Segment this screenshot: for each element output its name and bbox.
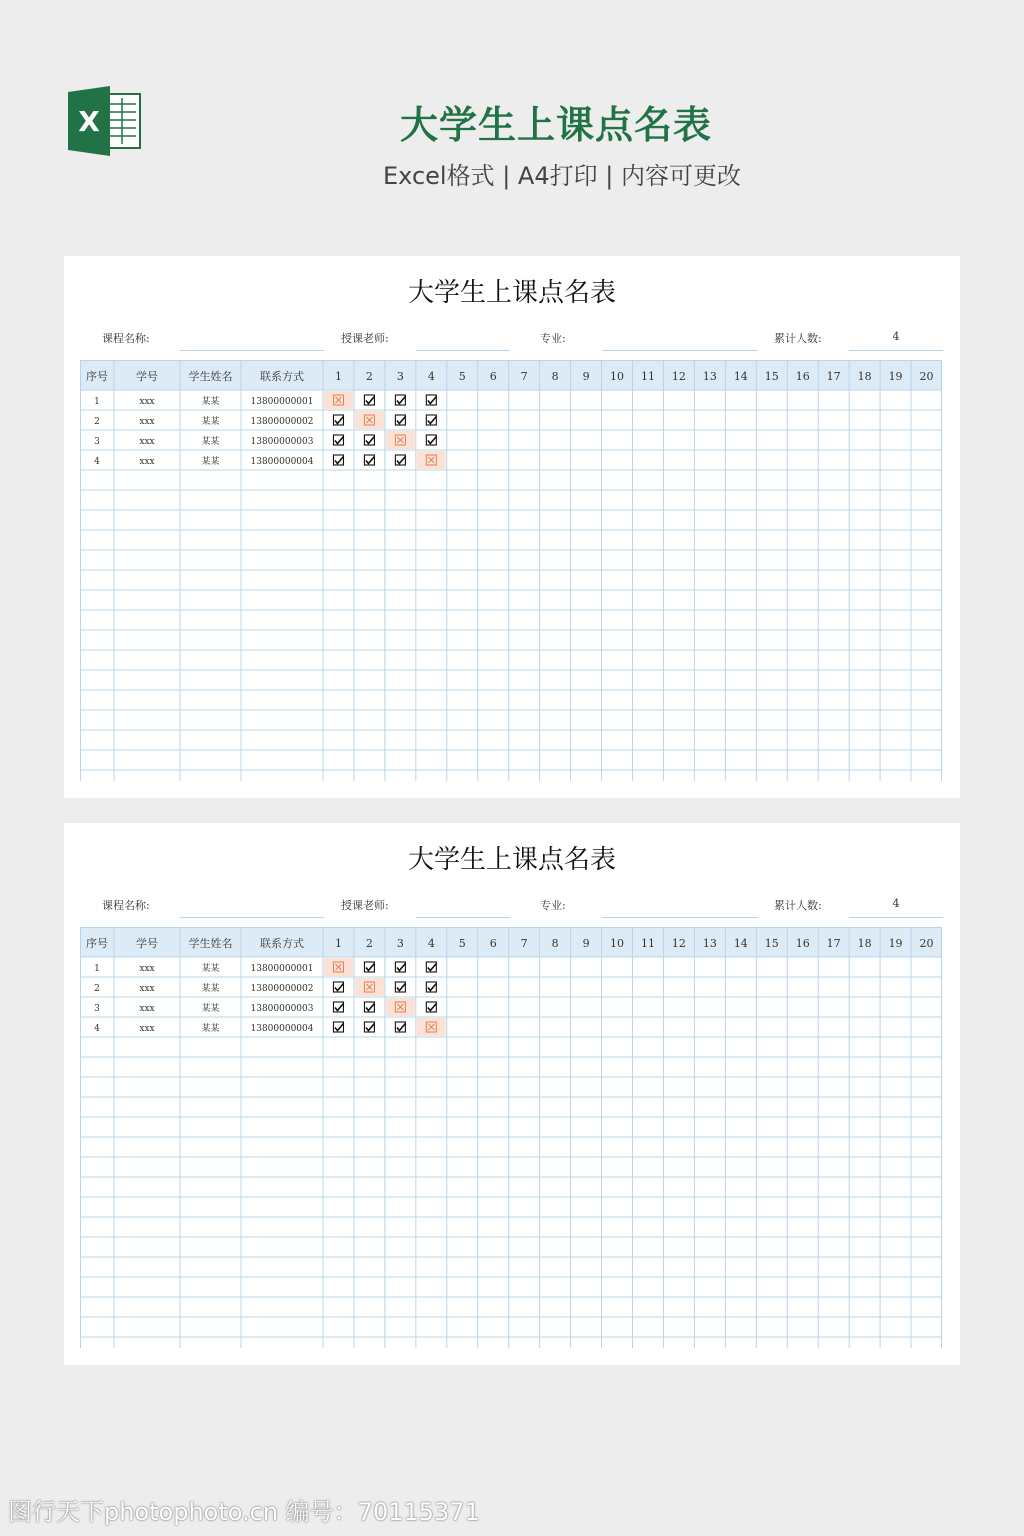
column-header: 序号 — [86, 370, 108, 383]
session-header: 1 — [334, 370, 342, 383]
attendance-sheet-2 — [64, 823, 960, 1365]
cell-name: 某某 — [201, 457, 220, 467]
column-header: 学号 — [136, 937, 158, 950]
attendance-grid — [80, 927, 942, 1348]
cell-name: 某某 — [201, 417, 220, 427]
cell-id: xxx — [139, 417, 155, 427]
session-header: 17 — [826, 937, 841, 950]
sheet-title: 大学生上课点名表 — [407, 278, 616, 308]
checked-box-icon[interactable] — [333, 982, 343, 992]
column-header: 联系方式 — [260, 937, 304, 950]
session-header: 9 — [582, 370, 590, 383]
cell-id: xxx — [139, 457, 155, 467]
session-header: 4 — [427, 937, 435, 950]
checked-box-icon[interactable] — [395, 455, 405, 465]
checked-box-icon[interactable] — [364, 435, 374, 445]
cell-phone: 13800000002 — [250, 984, 314, 994]
cell-id: xxx — [139, 1024, 155, 1034]
cell-name: 某某 — [201, 1004, 220, 1014]
session-header: 11 — [640, 937, 655, 950]
attendance-table — [80, 927, 942, 1348]
excel-icon — [68, 86, 142, 156]
major-field[interactable] — [602, 917, 758, 918]
count-value: 4 — [892, 330, 900, 343]
count-label: 累计人数: — [774, 899, 822, 912]
checked-box-icon[interactable] — [364, 1022, 374, 1032]
major-field[interactable] — [602, 350, 758, 351]
session-header: 12 — [671, 370, 686, 383]
count-value: 4 — [892, 897, 900, 910]
session-header: 8 — [551, 937, 559, 950]
checked-box-icon[interactable] — [395, 1022, 405, 1032]
checked-box-icon[interactable] — [333, 1002, 343, 1012]
page-title: 大学生上课点名表 — [399, 103, 712, 147]
teacher-label: 授课老师: — [341, 332, 389, 345]
session-header: 8 — [551, 370, 559, 383]
checked-box-icon[interactable] — [426, 435, 436, 445]
cell-phone: 13800000001 — [250, 964, 314, 974]
course-label: 课程名称: — [102, 899, 150, 912]
checked-box-icon[interactable] — [395, 982, 405, 992]
session-header: 6 — [489, 937, 497, 950]
session-header: 14 — [733, 370, 748, 383]
column-header: 学生姓名 — [188, 937, 233, 950]
session-header: 16 — [795, 370, 810, 383]
major-label: 专业: — [540, 332, 566, 345]
count-label: 累计人数: — [774, 332, 822, 345]
checked-box-icon[interactable] — [333, 435, 343, 445]
checked-box-icon[interactable] — [395, 962, 405, 972]
session-header: 7 — [520, 370, 528, 383]
checked-box-icon[interactable] — [333, 455, 343, 465]
session-header: 9 — [582, 937, 590, 950]
count-field[interactable] — [849, 350, 943, 351]
cell-no: 4 — [94, 1024, 100, 1034]
session-header: 6 — [489, 370, 497, 383]
teacher-field[interactable] — [416, 917, 510, 918]
cell-no: 2 — [94, 417, 100, 427]
session-header: 7 — [520, 937, 528, 950]
cell-no: 3 — [94, 1004, 100, 1014]
checked-box-icon[interactable] — [395, 415, 405, 425]
session-header: 3 — [396, 937, 404, 950]
checked-box-icon[interactable] — [426, 1002, 436, 1012]
cell-name: 某某 — [201, 984, 220, 994]
session-header: 16 — [795, 937, 810, 950]
cell-no: 1 — [94, 964, 100, 974]
cell-id: xxx — [139, 984, 155, 994]
teacher-label: 授课老师: — [341, 899, 389, 912]
attendance-grid — [80, 360, 942, 781]
cell-id: xxx — [139, 397, 155, 407]
session-header: 13 — [702, 937, 717, 950]
checked-box-icon[interactable] — [364, 1002, 374, 1012]
page-subtitle: Excel格式 | A4打印 | 内容可更改 — [383, 162, 741, 190]
session-header: 17 — [826, 370, 841, 383]
count-field[interactable] — [849, 917, 943, 918]
cell-phone: 13800000002 — [250, 417, 314, 427]
checked-box-icon[interactable] — [333, 1022, 343, 1032]
checked-box-icon[interactable] — [426, 395, 436, 405]
session-header: 5 — [458, 937, 466, 950]
checked-box-icon[interactable] — [333, 415, 343, 425]
cell-name: 某某 — [201, 397, 220, 407]
cell-no: 1 — [94, 397, 100, 407]
cell-no: 3 — [94, 437, 100, 447]
course-label: 课程名称: — [102, 332, 150, 345]
column-header: 学生姓名 — [188, 370, 233, 383]
cell-phone: 13800000004 — [250, 457, 314, 467]
cell-name: 某某 — [201, 1024, 220, 1034]
cell-phone: 13800000001 — [250, 397, 314, 407]
session-header: 19 — [888, 937, 903, 950]
excel-logo — [68, 86, 142, 156]
column-header: 联系方式 — [260, 370, 304, 383]
cell-phone: 13800000003 — [250, 437, 314, 447]
session-header: 4 — [427, 370, 435, 383]
session-header: 20 — [919, 937, 934, 950]
cell-no: 2 — [94, 984, 100, 994]
cell-name: 某某 — [201, 964, 220, 974]
attendance-sheet-1 — [64, 256, 960, 798]
session-header: 3 — [396, 370, 404, 383]
major-label: 专业: — [540, 899, 566, 912]
checked-box-icon[interactable] — [426, 415, 436, 425]
session-header: 13 — [702, 370, 717, 383]
checked-box-icon[interactable] — [395, 395, 405, 405]
session-header: 2 — [365, 370, 373, 383]
session-header: 18 — [857, 937, 872, 950]
session-header: 14 — [733, 937, 748, 950]
session-header: 5 — [458, 370, 466, 383]
checked-box-icon[interactable] — [364, 455, 374, 465]
cell-no: 4 — [94, 457, 100, 467]
sheet-title: 大学生上课点名表 — [407, 845, 616, 875]
cell-id: xxx — [139, 1004, 155, 1014]
checked-box-icon[interactable] — [364, 962, 374, 972]
cell-id: xxx — [139, 437, 155, 447]
cell-name: 某某 — [201, 437, 220, 447]
attendance-table — [80, 360, 942, 781]
session-header: 1 — [334, 937, 342, 950]
checked-box-icon[interactable] — [426, 962, 436, 972]
checked-box-icon[interactable] — [364, 395, 374, 405]
column-header: 序号 — [86, 937, 108, 950]
course-field[interactable] — [180, 350, 324, 351]
excel-logo-letter: X — [78, 105, 100, 138]
course-field[interactable] — [180, 917, 324, 918]
session-header: 10 — [610, 937, 625, 950]
cell-phone: 13800000003 — [250, 1004, 314, 1014]
session-header: 20 — [919, 370, 934, 383]
teacher-field[interactable] — [416, 350, 510, 351]
session-header: 15 — [764, 370, 779, 383]
session-header: 15 — [764, 937, 779, 950]
session-header: 19 — [888, 370, 903, 383]
cell-id: xxx — [139, 964, 155, 974]
cell-phone: 13800000004 — [250, 1024, 314, 1034]
column-header: 学号 — [136, 370, 158, 383]
session-header: 12 — [671, 937, 686, 950]
session-header: 10 — [610, 370, 625, 383]
watermark: 图行天下photophoto.cn 编号：70115371 — [8, 1498, 480, 1526]
session-header: 2 — [365, 937, 373, 950]
session-header: 11 — [640, 370, 655, 383]
checked-box-icon[interactable] — [426, 982, 436, 992]
session-header: 18 — [857, 370, 872, 383]
